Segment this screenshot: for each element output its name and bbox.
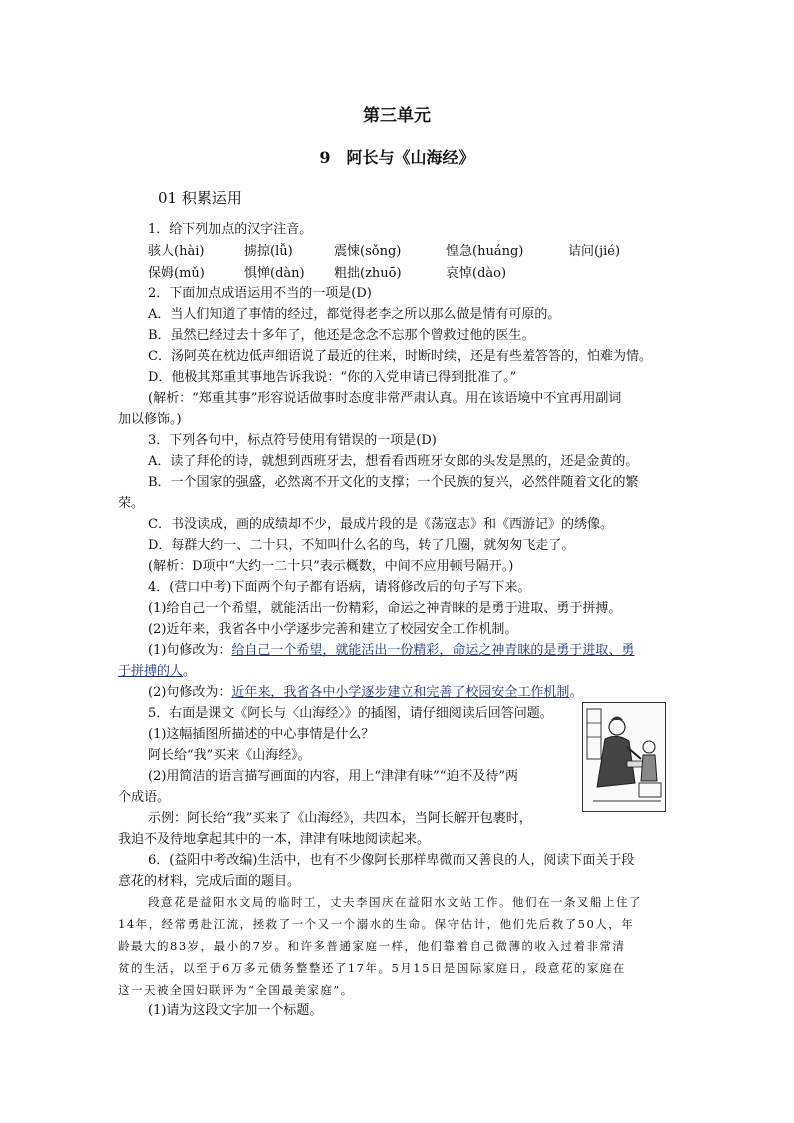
q5-example-cont: 我迫不及待地拿起其中的一本，津津有味地阅读起来。 bbox=[118, 832, 431, 847]
q4-answer-2-text: 近年来，我省各中小学逐步建立和完善了校园安全工作机制 bbox=[231, 685, 570, 700]
q2-option-a: A．当人们知道了事情的经过，都觉得老李之所以那么做是情有可原的。 bbox=[148, 307, 561, 322]
q2-option-c: C．汤阿英在枕边低声细语说了最近的往来，时断时续，还是有些羞答答的，怕难为情。 bbox=[148, 349, 652, 364]
q6-passage-line: 14年，经常勇赴江流，拯救了一个又一个溺水的生命。保守估计，他们先后救了50人，年 bbox=[118, 917, 635, 931]
q4-answer-2: (2)句修改为：近年来，我省各中小学逐步建立和完善了校园安全工作机制。 bbox=[148, 685, 583, 700]
unit-title: 第三单元 bbox=[363, 106, 431, 126]
q4-stem: 4．(营口中考)下面两个句子都有语病，请将修改后的句子写下来。 bbox=[148, 580, 531, 595]
q5-sub-question-2: (2)用简洁的语言描写画面的内容，用上“津津有味”“迫不及待”两 bbox=[148, 769, 518, 784]
q4-answer-1-text: 给自己一个希望，就能活出一份精彩，命运之神青睐的是勇于进取、勇 bbox=[231, 643, 635, 658]
q3-option-c: C．书没读成，画的成绩却不少，最成片段的是《荡寇志》和《西游记》的绣像。 bbox=[148, 517, 613, 532]
pinyin-item: 惧惮(dàn) bbox=[244, 266, 305, 281]
q2-explanation-cont: 加以修饰。) bbox=[118, 412, 182, 427]
q5-stem: 5．右面是课文《阿长与〈山海经〉》的插图，请仔细阅读后回答问题。 bbox=[148, 706, 553, 721]
q6-passage-line: 贫的生活，以至于6万多元债务整整还了17年。5月15日是国际家庭日，段意花的家庭在 bbox=[118, 961, 626, 975]
pinyin-item: 骇人(hài) bbox=[148, 244, 205, 259]
pinyin-item: 惶急(huáng) bbox=[446, 244, 524, 259]
q4-answer-2-label: (2)句修改为： bbox=[148, 685, 232, 700]
q5-answer-1: 阿长给“我”买来《山海经》。 bbox=[148, 748, 311, 763]
q4-answer-1-cont: 于拼搏的人。 bbox=[118, 664, 197, 679]
q3-stem: 3．下列各句中，标点符号使用有错误的一项是(D) bbox=[148, 433, 437, 448]
q3-option-b-cont: 荣。 bbox=[118, 496, 145, 511]
pinyin-item: 粗拙(zhuō) bbox=[334, 266, 402, 281]
pinyin-item: 哀悼(dào) bbox=[446, 266, 507, 281]
q6-sub-question-1: (1)请为这段文字加一个标题。 bbox=[148, 1003, 323, 1018]
q6-stem-cont: 意花的材料，完成后面的题目。 bbox=[118, 874, 301, 889]
pinyin-item: 诘问(jié) bbox=[568, 244, 621, 259]
q6-passage-line: 这一天被全国妇联评为“全国最美家庭”。 bbox=[118, 983, 354, 997]
q1-stem: 1．给下列加点的汉字注音。 bbox=[148, 222, 313, 237]
q6-stem: 6．(益阳中考改编)生活中，也有不少像阿长那样卑微而又善良的人，阅读下面关于段 bbox=[148, 853, 635, 868]
q3-option-a: A．读了拜伦的诗，就想到西班牙去，想看看西班牙女郎的头发是黑的，还是金黄的。 bbox=[148, 454, 639, 469]
pinyin-item: 保姆(mǔ) bbox=[148, 266, 205, 281]
q2-option-d: D．他极其郑重其事地告诉我说：“你的入党申请已得到批准了。” bbox=[148, 370, 517, 385]
q2-explanation: (解析：“郑重其事”形容说话做事时态度非常严肃认真。用在该语境中不宜再用副词 bbox=[148, 391, 622, 406]
q6-passage-line: 段意花是益阳水文局的临时工，丈夫李国庆在益阳水文站工作。他们在一条叉船上住了 bbox=[148, 895, 642, 909]
section-title: 01 积累运用 bbox=[158, 189, 242, 207]
illustration-drawing bbox=[583, 703, 665, 811]
q6-passage-line: 龄最大的83岁，最小的7岁。和许多普通家庭一样，他们靠着自己微薄的收入过着非常清 bbox=[118, 939, 626, 953]
q5-example: 示例：阿长给“我”买来了《山海经》，共四本，当阿长解开包裹时， bbox=[148, 811, 532, 826]
q2-option-b: B．虽然已经过去十多年了，他还是念念不忘那个曾救过他的医生。 bbox=[148, 328, 535, 343]
q4-answer-1-text-cont: 于拼搏的人 bbox=[118, 664, 184, 679]
pinyin-item: 震悚(sǒng) bbox=[334, 244, 402, 259]
q3-explanation: (解析：D项中“大约一二十只”表示概数，中间不应用顿号隔开。) bbox=[148, 559, 514, 574]
q4-answer-1-label: (1)句修改为： bbox=[148, 643, 232, 658]
q2-stem: 2．下面加点成语运用不当的一项是(D) bbox=[148, 286, 372, 301]
pinyin-item: 掳掠(lǚ) bbox=[244, 244, 293, 259]
q3-option-d: D．每群大约一、二十只，不知叫什么名的鸟，转了几圈，就匆匆飞走了。 bbox=[148, 538, 575, 553]
q4-answer-1 bbox=[148, 641, 634, 661]
q4-sentence-1: (1)给自己一个希望，就能活出一份精彩，命运之神青睐的是勇于进取、勇于拼搏。 bbox=[148, 601, 622, 616]
q3-option-b: B．一个国家的强盛，必然离不开文化的支撑；一个民族的复兴，必然伴随着文化的繁 bbox=[148, 475, 639, 490]
q4-sentence-2: (2)近年来，我省各中小学逐步完善和建立了校园安全工作机制。 bbox=[148, 622, 518, 637]
q5-sub-question-2-cont: 个成语。 bbox=[118, 790, 171, 805]
lesson-illustration bbox=[582, 702, 666, 812]
q5-sub-question-1: (1)这幅插图所描述的中心事情是什么？ bbox=[148, 727, 375, 742]
lesson-title: 9 阿长与《山海经》 bbox=[319, 148, 475, 167]
